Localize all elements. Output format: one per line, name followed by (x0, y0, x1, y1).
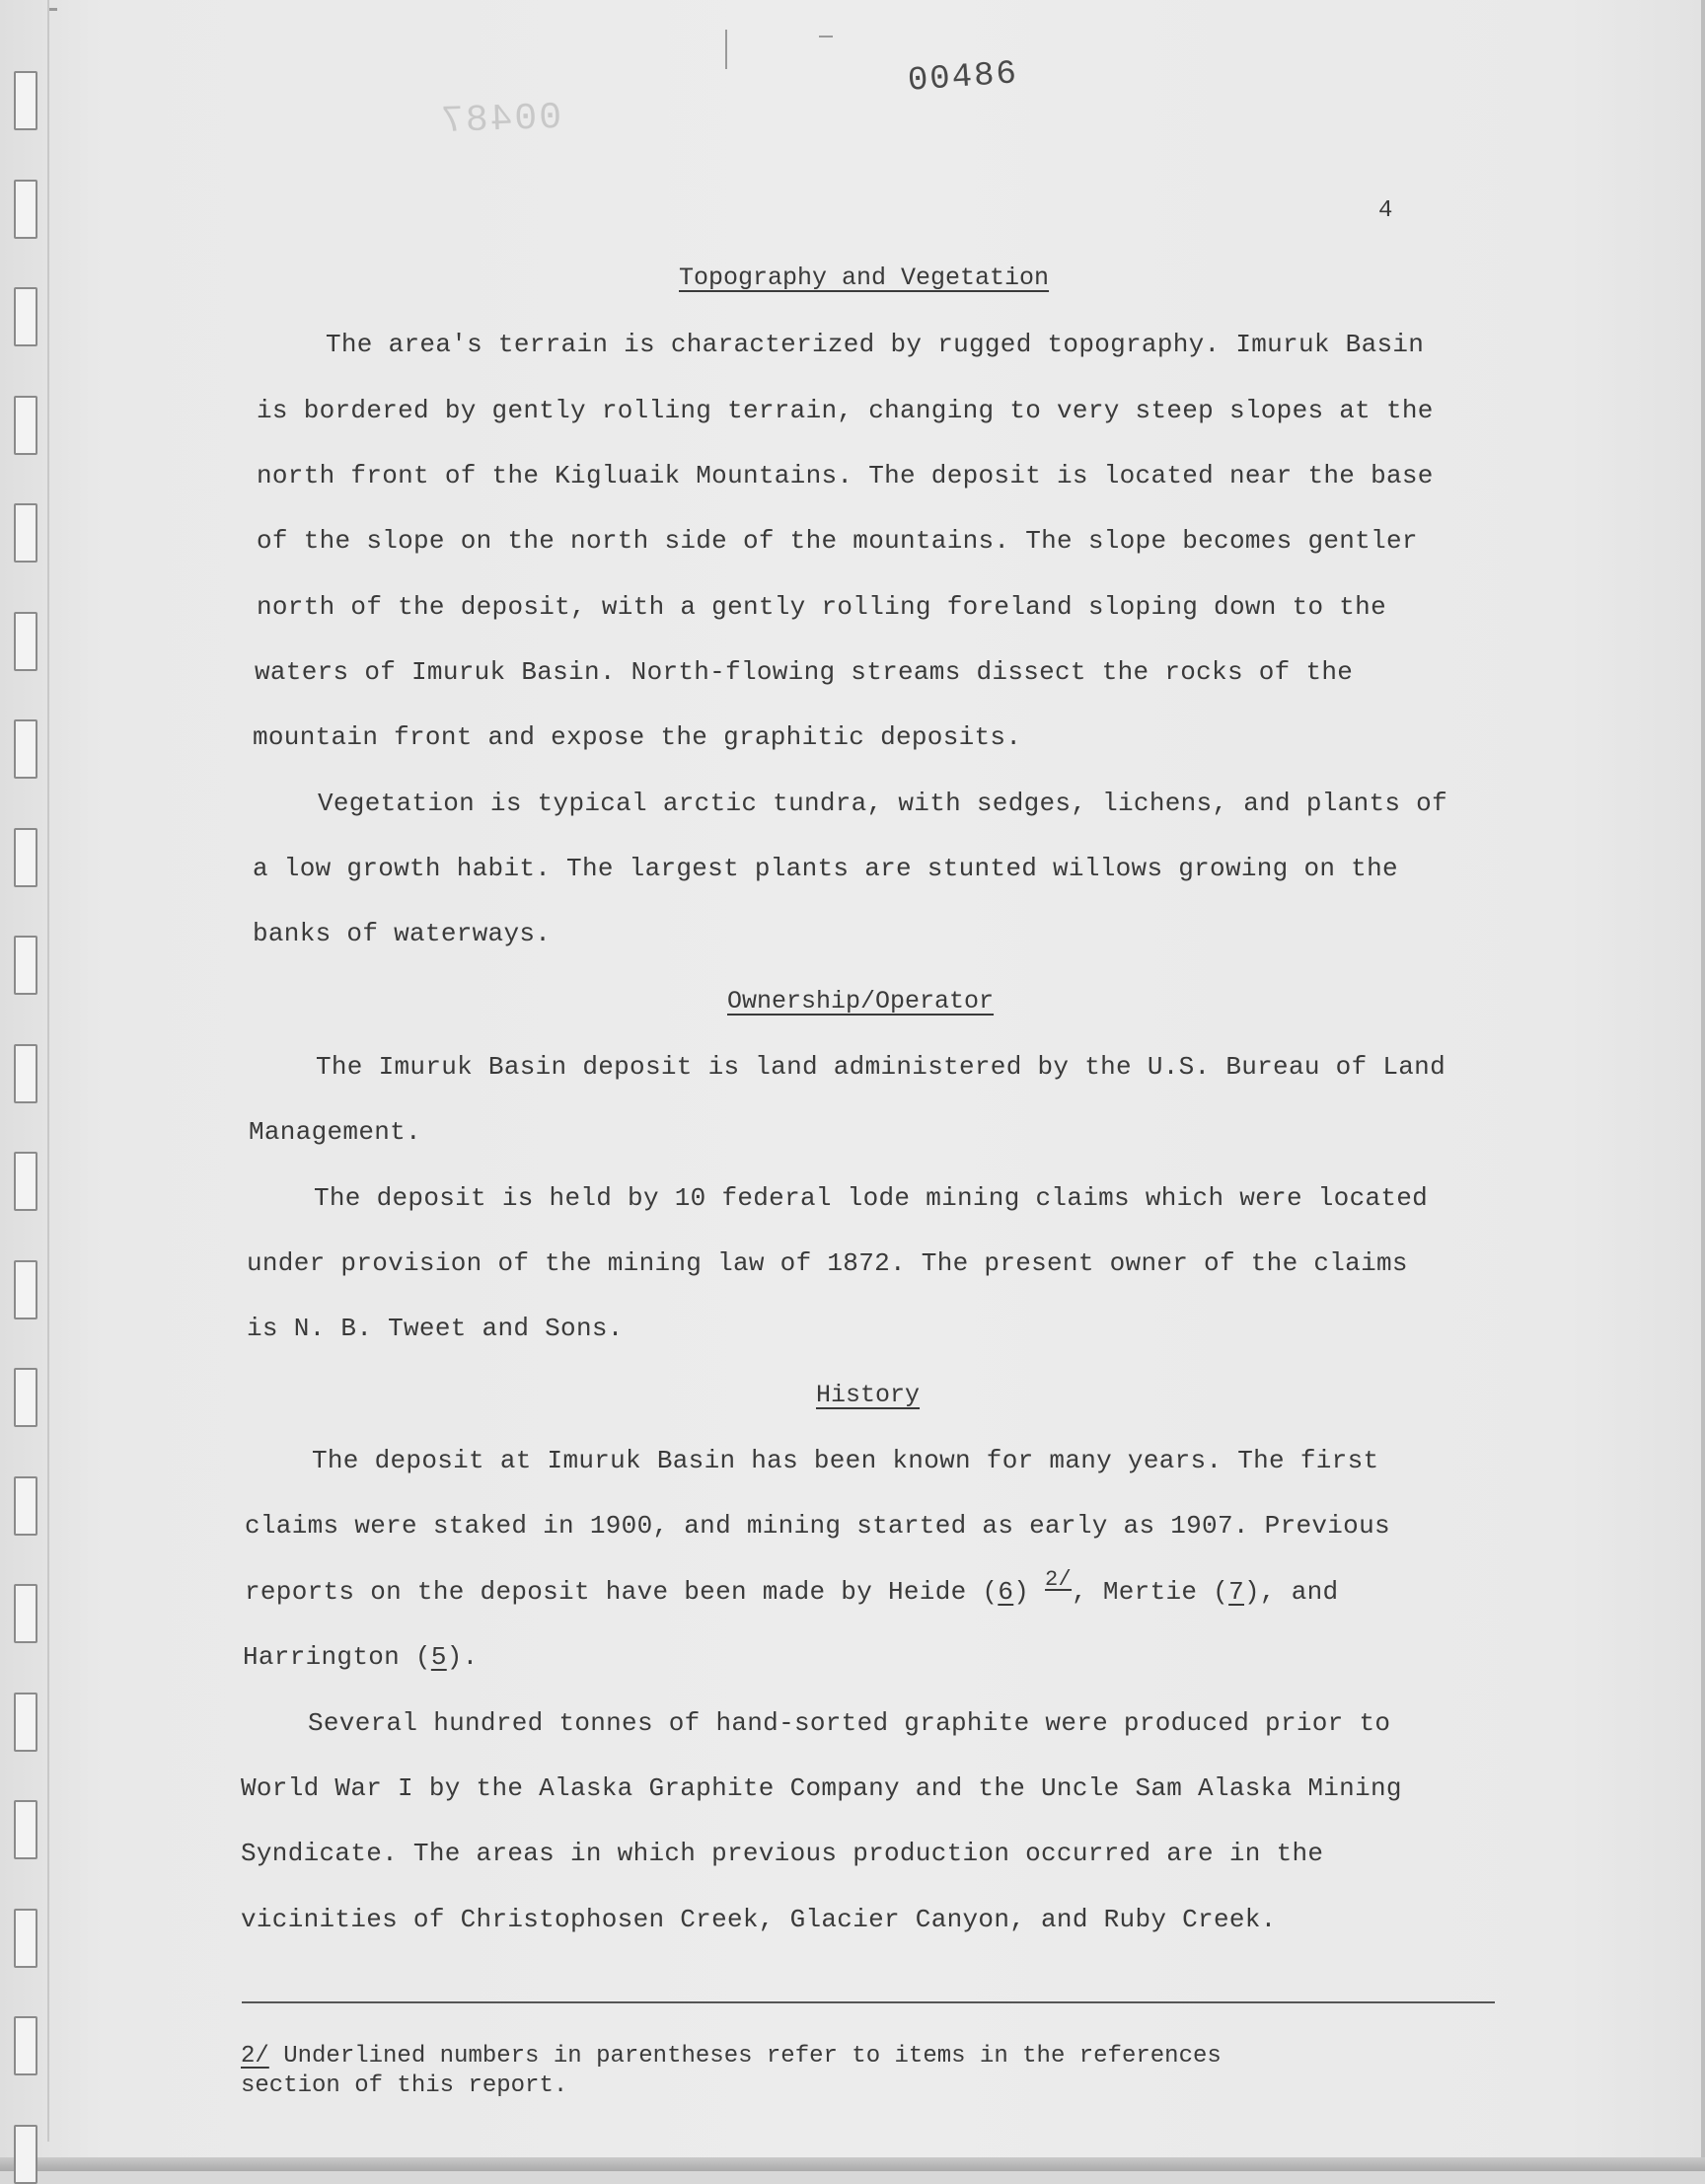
binding-hole (14, 503, 37, 563)
binding-hole (14, 1260, 37, 1319)
text-run: ). (446, 1642, 479, 1672)
reference-number: 6 (998, 1577, 1014, 1607)
binding-hole (14, 828, 37, 887)
binding-hole (14, 1693, 37, 1752)
binding-hole (14, 396, 37, 455)
footnote-line (241, 2043, 1222, 2070)
binding-hole (14, 612, 37, 671)
page-right-edge (1701, 0, 1705, 2171)
scan-mark (819, 36, 833, 38)
binding-hole (14, 1044, 37, 1103)
binding-hole (14, 1584, 37, 1643)
bleed-through-serial: 00487 (438, 96, 562, 144)
paragraph-line: Vegetation is typical arctic tundra, with sedges, lichens, and plants of (318, 789, 1447, 818)
footnote-marker: 2/ (241, 2043, 269, 2070)
page-left-edge (47, 0, 49, 2142)
paragraph-line: banks of waterways. (253, 919, 552, 948)
heading-history: History (816, 1381, 921, 1409)
scan-mark (49, 8, 57, 11)
paragraph-line: The deposit is held by 10 federal lode mining claims which were located (314, 1183, 1429, 1213)
paragraph-line: of the slope on the north side of the mountains. The slope becomes gentler (257, 526, 1418, 556)
paragraph-line: north front of the Kigluaik Mountains. The deposit is located near the base (257, 461, 1434, 490)
heading-ownership: Ownership/Operator (727, 987, 995, 1016)
binding-hole (14, 180, 37, 239)
heading-topography: Topography and Vegetation (679, 264, 1050, 292)
text-run: reports on the deposit have been made by Heide ( (245, 1577, 999, 1607)
reference-number: 7 (1228, 1577, 1244, 1607)
binding-hole (14, 1476, 37, 1536)
binding-hole (14, 936, 37, 995)
text-run: ) (1013, 1577, 1046, 1607)
paragraph-line: vicinities of Christophosen Creek, Glacier Canyon, and Ruby Creek. (241, 1905, 1277, 1934)
text-run: Harrington ( (243, 1642, 431, 1672)
binding-hole (14, 1368, 37, 1427)
paragraph-line: claims were staked in 1900, and mining started as early as 1907. Previous (245, 1511, 1390, 1541)
document-serial-number: 00486 (906, 55, 1020, 101)
footnote-line: section of this report. (241, 2072, 568, 2099)
footnote-marker: 2/ (1045, 1567, 1073, 1592)
text-run: ), and (1244, 1577, 1339, 1607)
paragraph-line: Several hundred tonnes of hand-sorted graphite were produced prior to (308, 1708, 1391, 1738)
binding-hole (14, 2016, 37, 2075)
binding-hole (14, 1909, 37, 1968)
paragraph-line: The area's terrain is characterized by rugged topography. Imuruk Basin (326, 330, 1425, 359)
paragraph-line: a low growth habit. The largest plants are stunted willows growing on the (253, 854, 1398, 883)
paragraph-line: under provision of the mining law of 1872. The present owner of the claims (247, 1248, 1408, 1278)
paragraph-line: The deposit at Imuruk Basin has been known for many years. The first (312, 1446, 1379, 1475)
paragraph-line: north of the deposit, with a gently rolling foreland sloping down to the (257, 592, 1386, 622)
scan-mark (725, 30, 727, 69)
reference-number: 5 (430, 1642, 447, 1672)
text-run: , Mertie ( (1072, 1577, 1229, 1607)
paragraph-line: The Imuruk Basin deposit is land administered by the U.S. Bureau of Land (316, 1052, 1446, 1082)
paragraph-line: is bordered by gently rolling terrain, changing to very steep slopes at the (257, 396, 1434, 425)
paragraph-line: waters of Imuruk Basin. North-flowing streams dissect the rocks of the (255, 657, 1354, 687)
paragraph-line: World War I by the Alaska Graphite Company and the Uncle Sam Alaska Mining (241, 1773, 1402, 1803)
binding-hole (14, 1800, 37, 1859)
binding-hole (14, 71, 37, 130)
footnote-rule (242, 2001, 1495, 2003)
binding-hole (14, 2125, 37, 2184)
paragraph-line: mountain front and expose the graphitic deposits. (253, 722, 1022, 752)
binding-hole (14, 287, 37, 346)
paragraph-line: is N. B. Tweet and Sons. (247, 1314, 624, 1343)
paragraph-line: Management. (249, 1117, 421, 1147)
page-number: 4 (1378, 197, 1393, 224)
references-line (243, 1642, 479, 1672)
references-line (245, 1567, 1339, 1607)
binding-hole (14, 1152, 37, 1211)
paragraph-line: Syndicate. The areas in which previous production occurred are in the (241, 1839, 1324, 1868)
page-bottom-edge (0, 2157, 1705, 2171)
binding-hole (14, 719, 37, 779)
footnote-text: Underlined numbers in parentheses refer to items in the references (268, 2043, 1222, 2070)
